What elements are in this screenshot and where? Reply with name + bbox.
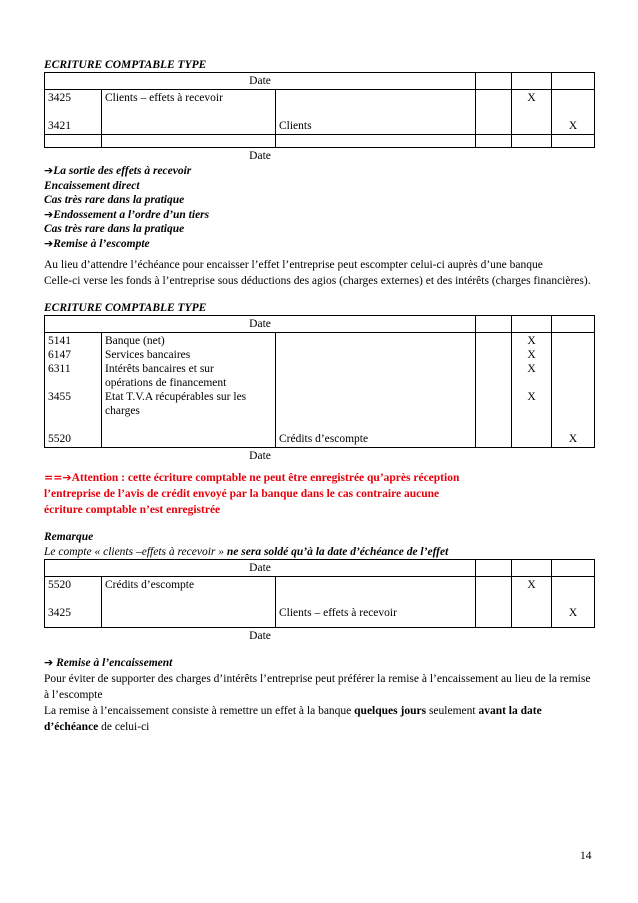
- arrow-right-icon: ➔: [44, 656, 54, 669]
- section1-title: ECRITURE COMPTABLE TYPE: [44, 59, 207, 71]
- debit-marks: X X X X: [512, 333, 552, 448]
- notes-remise-escompte: ➔Remise à l’escompte: [44, 236, 150, 250]
- date-header: Date: [45, 316, 476, 333]
- account-numbers: 5520 3425: [45, 577, 102, 628]
- paragraph-escompte-1: Au lieu d’attendre l’échéance pour encaisser l’effet l’entreprise peut escompter celui-ci auprès d’une banque: [44, 259, 543, 271]
- date-header: Date: [45, 560, 476, 577]
- page-number: 14: [580, 850, 592, 862]
- attention-line-2: l’entreprise de l’avis de crédit envoyé par la banque dans le cas contraire aucune: [44, 488, 440, 500]
- encaissement-text-2: La remise à l’encaissement consiste à remettre un effet à la banque quelques jours seulement avant la date d’échéance de celui-ci: [44, 704, 542, 733]
- remarque-title: Remarque: [44, 531, 94, 543]
- account-number: 3425 3421: [45, 90, 102, 135]
- remarque-text: Le compte « clients –effets à recevoir » ne sera soldé qu’à la date d’échéance de l’effet: [44, 545, 449, 558]
- credit-label: Crédits d’escompte: [276, 333, 476, 448]
- date-header: Date: [45, 73, 476, 90]
- notes-cas-rare-2: Cas très rare dans la pratique: [44, 223, 185, 235]
- page: [44, 58, 594, 735]
- attention-line-1: ==➔Attention : cette écriture comptable ne peut être enregistrée qu’après réception: [44, 471, 460, 484]
- account-numbers: 5141 6147 6311 3455 5520: [45, 333, 102, 448]
- date-footer: Date: [45, 628, 476, 645]
- arrow-right-icon: ➔: [44, 236, 54, 250]
- notes-sortie: ➔La sortie des effets à recevoir: [44, 164, 192, 177]
- encaissement-title: ➔ Remise à l’encaissement: [44, 656, 173, 669]
- arrow-right-icon: ➔: [44, 164, 54, 177]
- notes-cas-rare-1: Cas très rare dans la pratique: [44, 194, 185, 206]
- date-footer: Date: [45, 148, 476, 165]
- entry-table-1: [44, 72, 595, 164]
- paragraph-escompte-2: Celle-ci verse les fonds à l’entreprise sous déductions des agios (charges externes) et des intérêts (charges financières).: [44, 275, 591, 287]
- debit-mark: X: [512, 90, 552, 135]
- credit-mark: X: [552, 333, 595, 448]
- debit-label: Clients – effets à recevoir: [102, 90, 276, 135]
- credit-mark: X: [552, 577, 595, 628]
- date-footer: Date: [45, 448, 476, 465]
- debit-label: Crédits d’escompte: [102, 577, 276, 628]
- notes-endossement: ➔Endossement a l’ordre d’un tiers: [44, 207, 210, 221]
- credit-label: Clients: [276, 90, 476, 135]
- encaissement-text-1: Pour éviter de supporter des charges d’intérêts l’entreprise peut préférer la remise à l’encaissement au lieu de la remise à l’escompte: [44, 672, 591, 701]
- arrow-right-icon: ➔: [44, 207, 54, 221]
- debit-labels: Banque (net) Services bancaires Intérêts bancaires et sur opérations de financement Etat T.V.A récupérables sur les charges: [102, 333, 276, 448]
- attention-line-3: écriture comptable n’est enregistrée: [44, 504, 221, 516]
- entry-table-3: [44, 559, 595, 644]
- credit-label: Clients – effets à recevoir: [276, 577, 476, 628]
- double-arrow-icon: ==➔: [44, 471, 72, 484]
- credit-mark: X: [552, 90, 595, 135]
- entry-table-2: [44, 315, 595, 464]
- debit-mark: X: [512, 577, 552, 628]
- section2-title: ECRITURE COMPTABLE TYPE: [44, 302, 207, 314]
- notes-encaissement-direct: Encaissement direct: [44, 179, 140, 192]
